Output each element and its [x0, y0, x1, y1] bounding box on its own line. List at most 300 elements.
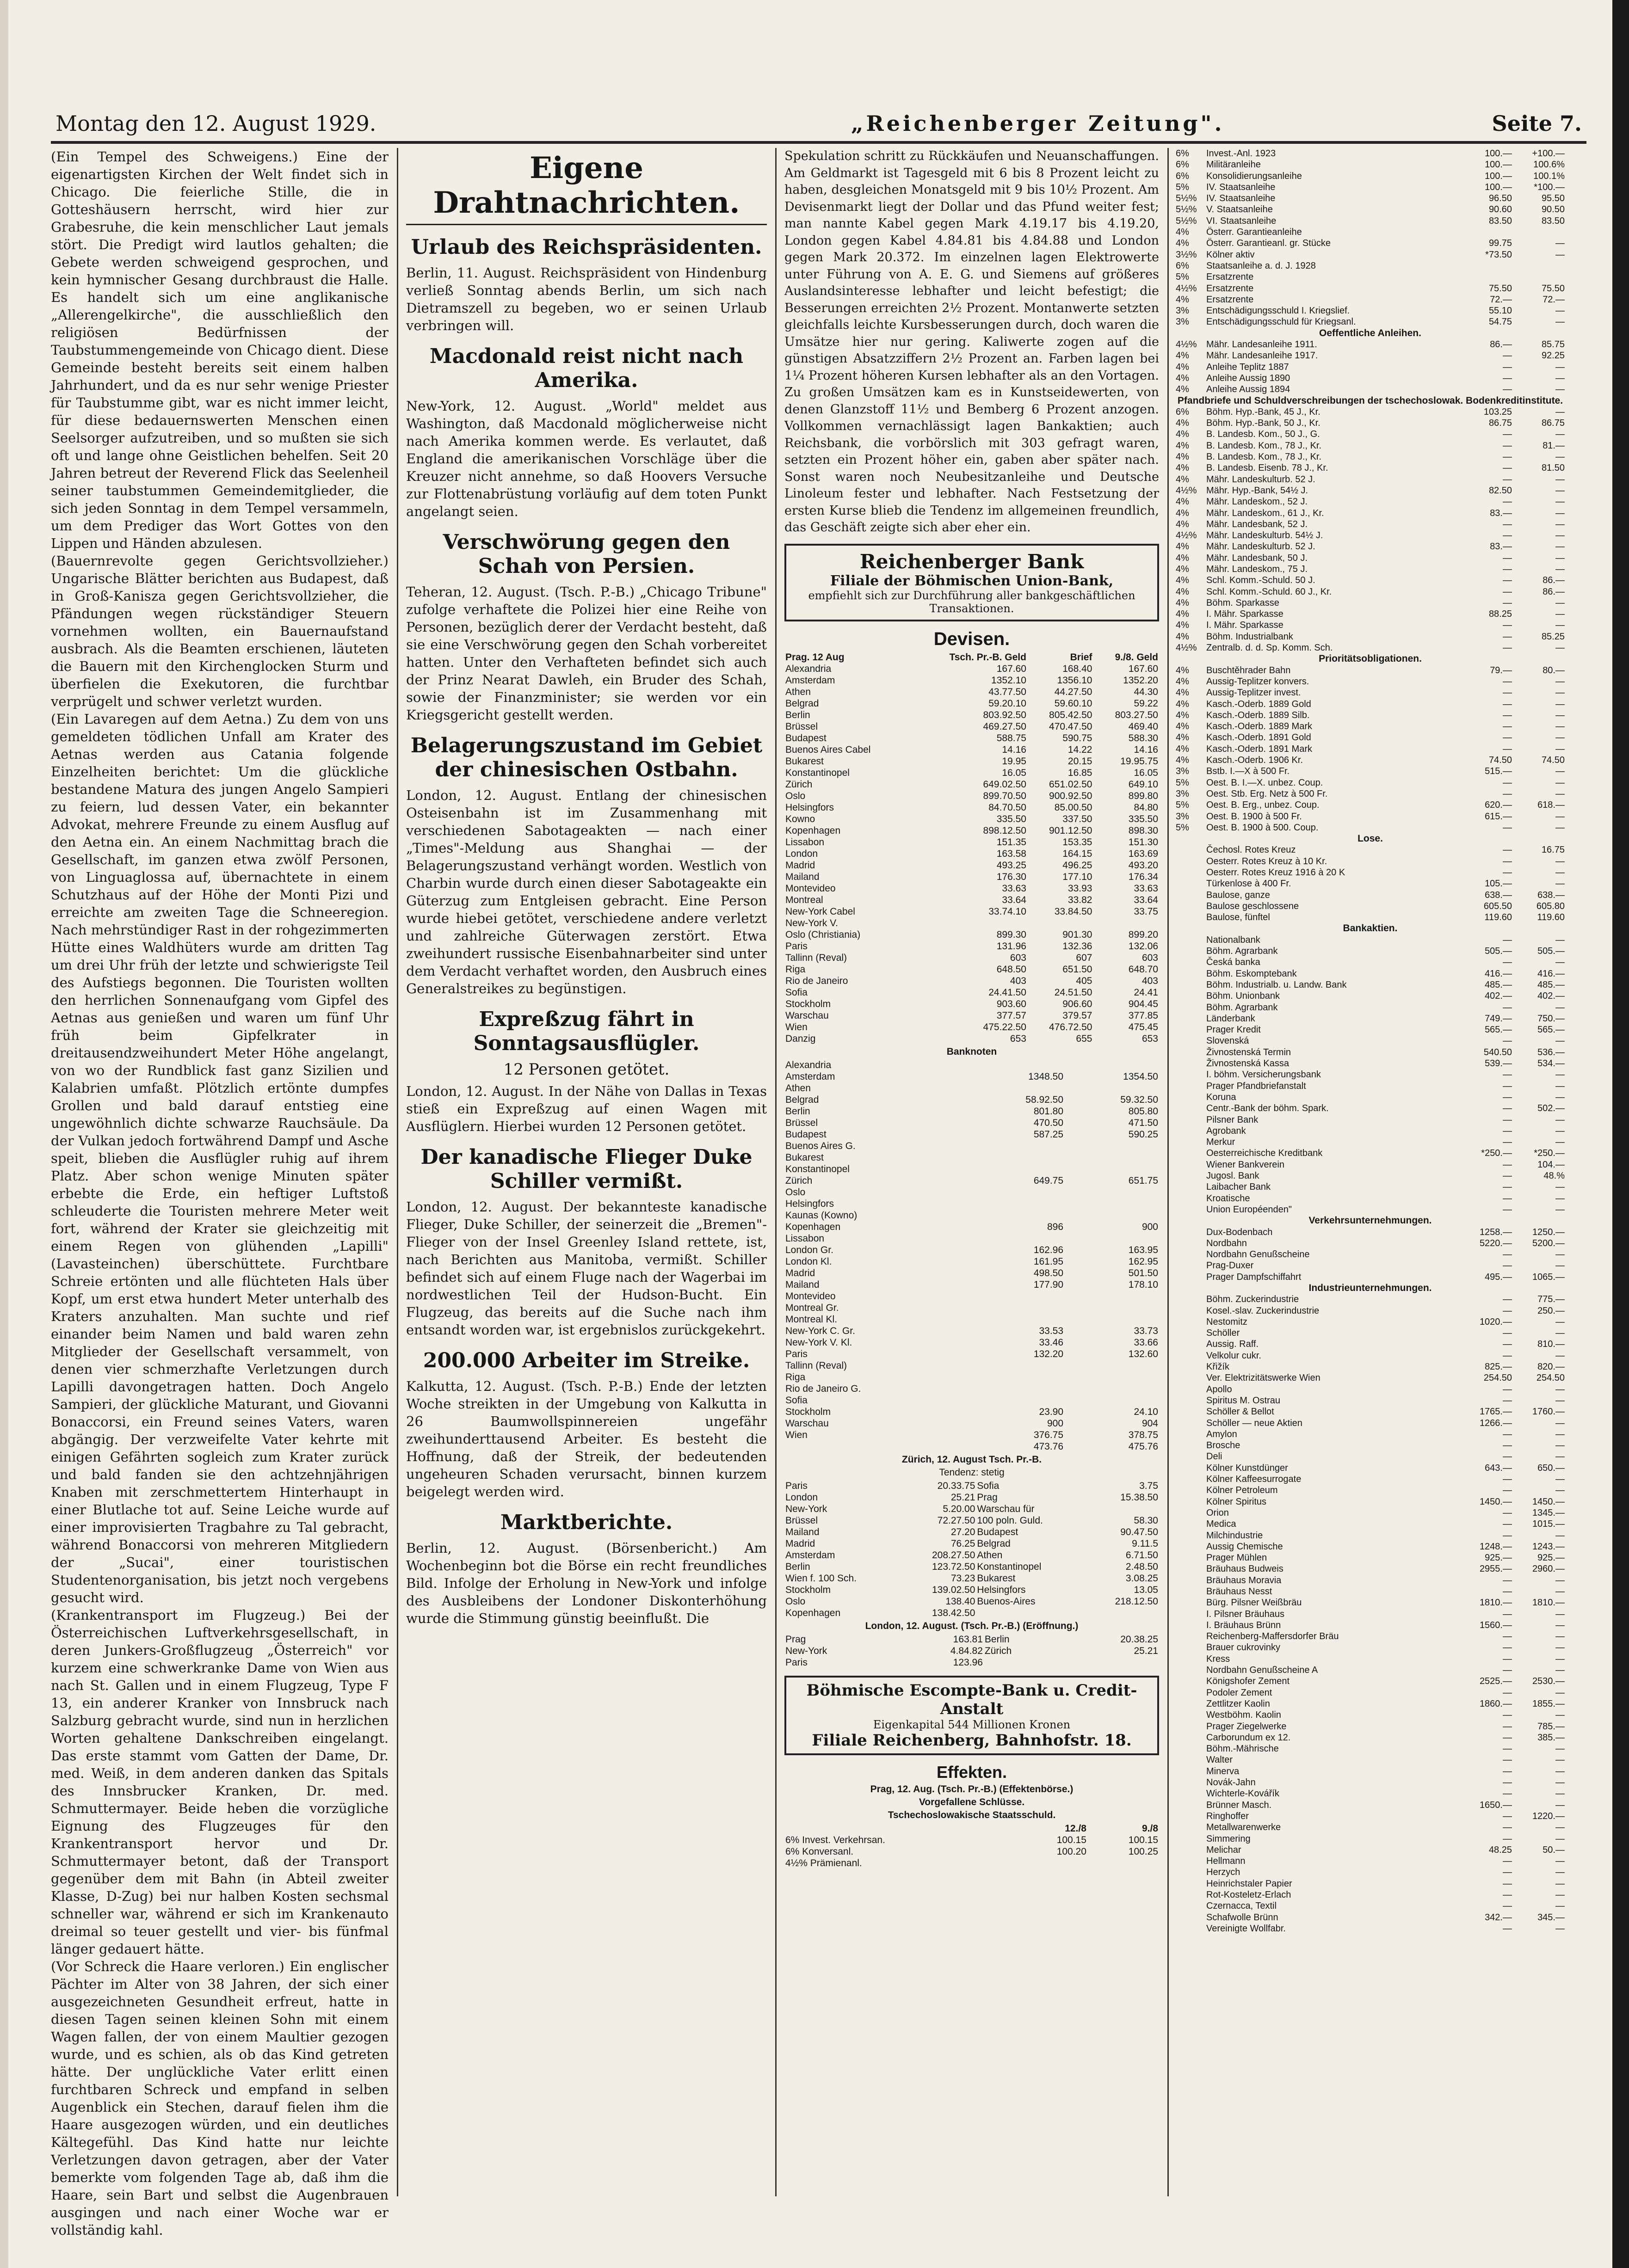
rates-cell: 3%: [1176, 766, 1189, 777]
article-subheading: 12 Personen getötet.: [503, 1060, 670, 1079]
rates-cell: —: [1555, 1890, 1565, 1900]
rates-cell: Prager Ziegelwerke: [1206, 1721, 1287, 1732]
table-cell: 493.20: [1128, 860, 1158, 871]
rates-cell: Mähr. Landesanleihe 1917.: [1206, 350, 1318, 361]
rates-cell: [1175, 1148, 1205, 1159]
rates-cell: —: [1503, 1092, 1512, 1102]
table-cell: Wien f. 100 Sch.: [785, 1573, 857, 1584]
rates-cell: 416.—: [1485, 968, 1512, 979]
table-cell: Oslo: [785, 790, 806, 801]
rates-row: [1175, 822, 1566, 833]
effekten-line-2: Vorgefallene Schlüsse.: [919, 1796, 1025, 1807]
article-heading: Macdonald reist nicht nach Amerika.: [429, 344, 744, 392]
rates-cell: 90.60: [1488, 204, 1512, 215]
rates-cell: [1175, 1507, 1205, 1518]
rates-cell: Kölner Kaffeesurrogate: [1206, 1474, 1302, 1485]
rates-cell: —: [1503, 1350, 1512, 1361]
table-cell: 1348.50: [1028, 1071, 1064, 1082]
table-row: [784, 1538, 1159, 1549]
table-cell: [1086, 1607, 1159, 1619]
rates-row: [1175, 1732, 1566, 1743]
rates-cell: 534.—: [1537, 1058, 1565, 1069]
rates-cell: Kroatische: [1206, 1193, 1250, 1204]
rates-cell: 4%: [1176, 238, 1189, 249]
rates-cell: —: [1503, 822, 1512, 833]
table-cell: 5.20.00: [943, 1503, 975, 1514]
header-newspaper-name: „Reichenberger Zeitung".: [851, 111, 1225, 136]
table-cell: 603: [1010, 952, 1026, 963]
rates-cell: 1345.—: [1532, 1507, 1565, 1518]
rates-cell: 74.50: [1488, 755, 1512, 766]
rates-row: [1175, 362, 1566, 373]
rates-cell: 4%: [1176, 384, 1189, 395]
rates-cell: 5%: [1176, 777, 1189, 788]
table-cell: 898.12.50: [983, 825, 1026, 836]
table-cell: 603: [1142, 952, 1158, 963]
rates-cell: Oesterr. Rotes Kreuz 1916 à 20 K: [1206, 867, 1345, 878]
rates-row: [1175, 1260, 1566, 1271]
rates-cell: 4%: [1176, 732, 1189, 743]
table-cell: Amsterdam: [785, 675, 835, 686]
rates-cell: Österr. Garantieanleihe: [1206, 227, 1302, 238]
rates-row: [1175, 316, 1566, 327]
rates-cell: [1175, 1822, 1205, 1833]
rates-cell: —: [1555, 1249, 1565, 1260]
rates-cell: 5%: [1176, 822, 1189, 833]
rates-cell: [1175, 901, 1205, 912]
table-cell: 3.08.25: [1125, 1573, 1158, 1584]
rates-cell: 74.50: [1541, 755, 1565, 766]
rates-cell: [1175, 1800, 1205, 1811]
rates-cell: [1175, 1103, 1205, 1114]
rates-cell: —: [1503, 777, 1512, 788]
rates-cell: —: [1503, 1766, 1512, 1776]
table-row: [784, 1337, 1159, 1348]
rates-cell: [1175, 867, 1205, 878]
table-cell: 163.69: [1128, 848, 1158, 859]
table-cell: 896: [1047, 1221, 1064, 1232]
rates-cell: Agrobank: [1206, 1125, 1246, 1136]
table-cell: 76.25: [950, 1538, 975, 1549]
rates-cell: Königshofer Zement: [1206, 1676, 1290, 1687]
rates-row: [1175, 148, 1566, 159]
table-cell: [1058, 1657, 1160, 1668]
rates-cell: 4%: [1176, 597, 1189, 608]
rates-cell: —: [1555, 249, 1565, 260]
rates-cell: [1175, 1878, 1205, 1889]
table-row: [784, 1573, 1159, 1584]
rates-cell: [1175, 1721, 1205, 1732]
rates-cell: —: [1555, 1653, 1565, 1664]
table-cell: 805.80: [1128, 1106, 1158, 1117]
article-paragraph: (Ein Lavaregen auf dem Aetna.) Zu dem von uns gemeldeten tödlichen Unfall am Krater des Aetnas werden aus Catania folgende Einzelheiten berichtet: Um die glückliche bestandene Matura des jungen Angelo Sampieri zu feiern, lud dessen Vater, ein bekannter Advokat, mehrere Freunde zu einem Ausflug auf den Aetna ein. An einem Nachmittag brach die Gesellschaft, im ganzen etwa zwölf Personen, von Linguaglossa auf, übernachtete in einem Schutzhaus auf der Höhe der Monti Pizi und erreichte am zweiten Tage die Schneeregion. Nach mehrstündiger Rast in der rohgezimmerten Hütte eines Waldhüters wurde am dritten Tag um drei Uhr früh der letzte und schwierigste Teil des Aufstiegs begonnen. Die Touristen wollten den herrlichen Sonnenaufgang vom Gipfel des Aetnas aus genießen und waren um fünf Uhr früh beim Gipfelkrater in dreitausendzweihundert Meter Höhe angelangt, von wo der Rundblick fast ganz Sizilien und Kalabrien umfaßt. Plötzlich ertönte dumpfes Grollen und bald darauf entstieg eine ungewöhnlich dichte schwarze Rauchsäule. Da der Vulkan jedoch fortwährend Dampf und Asche speit, blieben die Ausflügler ruhig auf ihrem Platz. Aber schon wenige Minuten später erbebte die Erde, ein heftiger Luftstoß schleuderte die Touristen mehrere Meter weit fort, während der Krater sie gleichzeitig mit einem Regen von glühenden „Lapilli" (Lavasteinchen) überschüttete. Furchtbare Schreie ertönten und alle flüchteten Hals über Kopf, um erst etwa hundert Meter unterhalb des Kraters anzuhalten. Man suchte und rief einander beim Namen und bald waren zehn Mitglieder der Gesellschaft versammelt, von denen vier schmerzhafte Verletzungen durch Lapilli davongetragen hatten. Doch Angelo Sampieri, der glückliche Maturant, und Giovanni Bonaccorsi, ein Freund seines Vaters, waren abgängig. Der verzweifelte Vater kehrte mit einigen Gefährten sogleich zum Krater zurück und bald fanden sie den achtzehnjährigen Knaben mit zerschmettertem Hinterhaupt in einer Blutlache tot auf. Seine Leiche wurde auf einer improvisierten Tragbahre zu Tal gebracht, während Bonaccorsi von mehreren Mitgliedern der „Sucai", einer touristischen Studentenorganisation, bis jetzt noch vergebens gesucht wird.: [51, 711, 389, 1605]
table-cell: Bukarest: [785, 1152, 824, 1163]
article-heading: Urlaub des Reichspräsidenten.: [411, 235, 762, 259]
rates-row: [1175, 710, 1566, 721]
table-cell: 653: [1142, 1033, 1158, 1044]
table-cell: Tallinn (Reval): [785, 1360, 847, 1371]
table-cell: 376.75: [1033, 1429, 1064, 1440]
table-cell: 475.22.50: [983, 1021, 1026, 1033]
rates-cell: [1175, 1260, 1205, 1271]
rates-cell: 81.—: [1543, 440, 1565, 451]
rates-cell: 785.—: [1537, 1721, 1565, 1732]
rates-cell: [1175, 912, 1205, 923]
rates-row: [1175, 788, 1566, 799]
rates-cell: [1175, 1620, 1205, 1631]
rates-cell: —: [1555, 699, 1565, 709]
rates-cell: —: [1555, 1687, 1565, 1698]
table-row: [784, 1526, 1159, 1538]
rates-section-caption: [1175, 1283, 1566, 1294]
table-row: [784, 1279, 1159, 1291]
table-row: [784, 1071, 1159, 1082]
rates-cell: 4%: [1176, 227, 1189, 238]
rates-cell: 620.—: [1485, 800, 1512, 811]
rates-cell: 618.—: [1537, 800, 1565, 811]
table-cell: Amsterdam: [785, 1071, 835, 1082]
rates-cell: —: [1503, 1069, 1512, 1080]
table-cell: [1027, 917, 1093, 929]
table-row: [784, 860, 1159, 871]
rates-row: [1175, 1788, 1566, 1799]
rates-cell: 1248.—: [1479, 1541, 1512, 1552]
reichenberger-bank-advert: [784, 544, 1159, 621]
rates-cell: 96.50: [1488, 193, 1512, 204]
rates-cell: —: [1555, 957, 1565, 968]
rates-cell: [1175, 979, 1205, 990]
article-heading: Eigene Drahtnachrichten.: [406, 151, 767, 225]
rates-cell: 4%: [1176, 688, 1189, 698]
article-paragraph: Teheran, 12. August. (Tsch. P.-B.) „Chicago Tribune" zufolge verhaftete die Polizei hier eine Reihe von Personen, bezüglich derer der Verdacht besteht, daß sie eine Verschwörung gegen den Schah vorbereitet hatten. Unter den Verhafteten befindet sich auch der Prinz Nearat Dawleh, ein Bruder des Schah, sowie der Finanzminister; sie werden vor ein Kriegsgericht gestellt werden.: [406, 584, 767, 723]
table-cell: 900: [1142, 1221, 1158, 1232]
table-cell: Alexandria: [785, 1059, 832, 1070]
rates-cell: —: [1555, 1710, 1565, 1721]
rates-cell: Oest. B. 1900 à 500. Coup.: [1206, 822, 1319, 833]
rates-cell: Ersatzrente: [1206, 283, 1254, 294]
table-cell: Konstantinopel: [977, 1561, 1042, 1572]
table-cell: 25.21: [950, 1492, 975, 1503]
table-cell: 1356.10: [1057, 675, 1092, 686]
rates-cell: —: [1503, 1171, 1512, 1181]
rates-cell: —: [1555, 1440, 1565, 1451]
rates-cell: —: [1555, 1474, 1565, 1485]
rates-row: [1175, 1114, 1566, 1125]
rates-cell: —: [1503, 1395, 1512, 1406]
rates-row: [1175, 1923, 1566, 1934]
table-cell: Alexandria: [785, 663, 832, 674]
rates-cell: Aussig Chemische: [1206, 1541, 1283, 1552]
rates-cell: 4½%: [1176, 643, 1197, 653]
rates-cell: —: [1555, 1856, 1565, 1867]
rates-cell: —: [1503, 1485, 1512, 1496]
table-cell: [1064, 1140, 1159, 1152]
rates-cell: —: [1555, 732, 1565, 743]
rates-row: [1175, 1181, 1566, 1192]
table-header-cell: 9./8: [1142, 1823, 1158, 1834]
table-row: [784, 1383, 1159, 1395]
rates-cell: [1175, 1709, 1205, 1721]
table-cell: 33.64: [1134, 894, 1158, 905]
rates-cell: [1175, 1305, 1205, 1316]
rates-cell: 4%: [1176, 710, 1189, 720]
column-1-news: [51, 148, 389, 2238]
rates-cell: —: [1555, 485, 1565, 496]
table-row: [784, 952, 1159, 964]
rates-cell: Anleihe Teplitz 1887: [1206, 362, 1289, 372]
rates-cell: [1460, 260, 1513, 271]
rates-cell: —: [1503, 1867, 1512, 1878]
rates-cell: 1855.—: [1532, 1698, 1565, 1709]
rates-cell: 2955.—: [1479, 1564, 1512, 1574]
rates-row: [1175, 1249, 1566, 1260]
rates-cell: 254.50: [1483, 1373, 1512, 1383]
table-row: [784, 1198, 1159, 1210]
rates-cell: 1450.—: [1532, 1496, 1565, 1507]
rates-cell: —: [1555, 1395, 1565, 1406]
rates-cell: 342.—: [1485, 1912, 1512, 1923]
rates-row: [1175, 844, 1566, 855]
rates-row: [1175, 1541, 1566, 1552]
article-heading: Belagerungszustand im Gebiet der chinesischen Ostbahn.: [410, 734, 763, 781]
article-paragraph: London, 12. August. In der Nähe von Dallas in Texas stieß ein Expreßzug auf einen Wagen mit Ausflüglern. Hierbei wurden 12 Personen getötet.: [406, 1083, 767, 1134]
banknoten-heading: Banknoten: [946, 1046, 997, 1057]
rates-row: [1175, 721, 1566, 732]
table-cell: 167.60: [1128, 663, 1158, 674]
rates-cell: —: [1503, 845, 1512, 855]
rates-cell: 505.—: [1537, 946, 1565, 957]
rates-cell: 50.—: [1543, 1844, 1565, 1855]
rates-row: [1175, 1530, 1566, 1541]
rates-cell: —: [1503, 350, 1512, 361]
rates-row: [1175, 990, 1566, 1002]
table-row: [784, 709, 1159, 721]
rates-cell: [1175, 1181, 1205, 1192]
rates-cell: —: [1503, 867, 1512, 878]
rates-cell: Aussig. Raff.: [1206, 1339, 1259, 1350]
rates-row: [1175, 1518, 1566, 1530]
table-cell: [969, 1233, 1064, 1244]
article-heading: Expreßzug fährt in Sonntagsausflügler.: [473, 1008, 700, 1055]
rates-cell: [1175, 1227, 1205, 1238]
table-row: [784, 813, 1159, 825]
rates-row: [1175, 1811, 1566, 1822]
rates-row: [1175, 1709, 1566, 1721]
rates-cell: 6%: [1176, 406, 1189, 417]
market-report-continued: Spekulation schritt zu Rückkäufen und Neuanschaffungen. Am Geldmarkt ist Tagesgeld mit 6 bis 8 Prozent leicht zu haben, desgleichen Monatsgeld mit 9 bis 10½ Prozent. Am Devisenmarkt liegt der Dollar und das Pfund weiter fest; man nannte Kabel gegen Mark 4.19.17 bis 4.19.20, London gegen Kabel 4.84.81 bis 4.84.88 und London gegen Mark 20.372. Im einzelnen lagen Elektrowerte unter Führung von A. E. G. und Siemens auf größeres Auslandsinteresse lebhafter und leicht befestigt; die Besserungen erreichten 2½ Prozent. Montanwerte setzten gleichfalls leichte Kursbesserungen durch, doch waren die Umsätze hier nur gering. Kaliwerte zogen auf die günstigen Absatzziffern 2½ Prozent an. Farben lagen bei 1¼ Prozent höheren Kursen lebhafter als an den Vortagen. Zu großen Umsätzen kam es in Kunstseidewerten, von denen Glanzstoff 11½ und Bemberg 6 Prozent anzogen. Vollkommen vernachlässigt lagen Bankaktien; auch Reichsbank, die vorbörslich mit 303 gefragt waren, setzten ein Prozent höher ein, gaben aber später nach. Sonst waren noch Neubesitzanleihe und Deutsche Linoleum fester und lebhafter. Nach Festsetzung der ersten Kurse blieb die Tendenz im allgemeinen freundlich, das Geschäft zeigte sich aber eher ein.: [784, 149, 1159, 535]
rates-cell: 4%: [1176, 553, 1189, 563]
table-cell: New-York Cabel: [785, 906, 855, 917]
rates-cell: Anleihe Aussig 1890: [1206, 373, 1290, 383]
rates-cell: —: [1503, 1833, 1512, 1844]
rates-row: [1175, 1103, 1566, 1114]
rates-cell: Schl. Komm.-Schuld. 60 J., Kr.: [1206, 586, 1332, 597]
table-cell: 85.00.50: [1054, 802, 1092, 813]
effekten-heading: Effekten.: [936, 1762, 1007, 1782]
rates-cell: [1460, 271, 1513, 283]
rates-cell: Medica: [1206, 1519, 1236, 1530]
rates-cell: Rot-Kosteletz-Erlach: [1206, 1890, 1291, 1900]
rates-cell: Böhm. Sparkasse: [1206, 597, 1279, 608]
rates-cell: —: [1503, 1002, 1512, 1013]
table-row: [784, 698, 1159, 709]
table-header-row: [784, 1823, 1159, 1834]
zurich-tendency: Tendenz: stetig: [939, 1467, 1005, 1478]
table-cell: 177.90: [1033, 1279, 1064, 1290]
table-row: [784, 964, 1159, 975]
rates-cell: —: [1503, 676, 1512, 687]
table-row: [784, 1657, 1159, 1668]
rates-cell: 485.—: [1485, 979, 1512, 990]
rates-cell: Oesterr. Rotes Kreuz à 10 Kr.: [1206, 856, 1327, 867]
rates-cell: 1650.—: [1479, 1800, 1512, 1810]
table-cell: Budapest: [785, 1129, 827, 1140]
rates-cell: —: [1503, 620, 1512, 631]
table-cell: 587.25: [1033, 1129, 1064, 1140]
table-row: [784, 1094, 1159, 1106]
article-heading: Verschwörung gegen den Schah von Persien.: [443, 530, 730, 578]
rates-cell: Křižík: [1206, 1362, 1229, 1372]
rates-row: [1175, 1754, 1566, 1765]
column-divider: [397, 148, 398, 2196]
table-cell: 470.50: [1033, 1117, 1064, 1128]
table-cell: 100.20: [1056, 1846, 1086, 1857]
table-cell: 16.85: [1067, 767, 1092, 778]
rates-row: [1175, 1125, 1566, 1137]
rates-cell: [1175, 1035, 1205, 1046]
rates-cell: [1175, 1406, 1205, 1417]
rates-cell: 750.—: [1537, 1013, 1565, 1024]
rates-cell: —: [1503, 1901, 1512, 1912]
table-cell: 6.71.50: [1125, 1549, 1158, 1561]
table-cell: 33.75: [1134, 906, 1158, 917]
rates-cell: 48.25: [1488, 1844, 1512, 1855]
rates-cell: —: [1555, 306, 1565, 316]
table-cell: Rio de Janeiro G.: [785, 1383, 861, 1394]
rates-row: [1175, 586, 1566, 597]
rates-cell: 100.—: [1485, 160, 1512, 170]
rates-cell: [1175, 1013, 1205, 1024]
rates-cell: 5½%: [1176, 204, 1197, 215]
rates-cell: —: [1503, 1878, 1512, 1889]
rates-cell: [1175, 1609, 1205, 1620]
rates-cell: [1460, 227, 1513, 238]
rates-cell: —: [1555, 1530, 1565, 1541]
table-cell: Kopenhagen: [785, 1607, 841, 1618]
rates-cell: Kölner aktiv: [1206, 249, 1255, 260]
rates-row: [1175, 1800, 1566, 1811]
rates-cell: 4%: [1176, 699, 1189, 709]
rates-cell: V. Staatsanleihe: [1206, 204, 1273, 215]
rates-row: [1175, 597, 1566, 608]
rates-cell: 54.75: [1488, 317, 1512, 327]
table-cell: 469.40: [1128, 721, 1158, 732]
table-row: [784, 1634, 1159, 1645]
table-cell: [1016, 1857, 1087, 1869]
rates-section-caption: [1175, 833, 1566, 844]
rates-cell: —: [1503, 1789, 1512, 1799]
rates-cell: [1175, 1563, 1205, 1574]
rates-row: [1175, 744, 1566, 755]
table-header-cell: [784, 1823, 1016, 1834]
table-cell: London: [785, 848, 818, 859]
rates-cell: —: [1555, 1867, 1565, 1878]
rates-cell: 105.—: [1485, 879, 1512, 889]
rates-cell: [1175, 1463, 1205, 1474]
rates-cell: 1760.—: [1532, 1407, 1565, 1417]
table-cell: 132.06: [1128, 940, 1158, 952]
table-cell: 648.70: [1128, 964, 1158, 975]
table-row: [784, 1256, 1159, 1267]
table-cell: 72.27.50: [937, 1515, 975, 1526]
rates-cell: —: [1555, 564, 1565, 574]
rates-cell: [1175, 1889, 1205, 1900]
table-cell: Rio de Janeiro: [785, 975, 848, 986]
table-cell: 4.84.82: [950, 1645, 983, 1656]
rates-row: [1175, 238, 1566, 249]
rates-row: [1175, 1563, 1566, 1574]
rates-cell: —: [1555, 1744, 1565, 1754]
rates-cell: —: [1555, 609, 1565, 620]
rates-cell: 100.6%: [1533, 160, 1565, 170]
rates-cell: [1175, 1518, 1205, 1530]
rates-cell: 86.—: [1543, 575, 1565, 586]
rates-cell: 4½%: [1176, 339, 1197, 350]
rates-cell: —: [1503, 643, 1512, 653]
rates-cell: 88.25: [1488, 609, 1512, 620]
rates-cell: 4%: [1176, 676, 1189, 687]
column-4-securities: [1175, 148, 1566, 2196]
table-cell: 33.63: [1002, 883, 1026, 894]
table-cell: 33.84.50: [1054, 906, 1092, 917]
rates-cell: —: [1555, 1137, 1565, 1148]
rates-cell: 638.—: [1537, 890, 1565, 900]
table-cell: Buenos Aires Cabel: [785, 744, 871, 755]
table-cell: New-York: [785, 1645, 827, 1656]
table-cell: Prag: [785, 1634, 806, 1645]
rates-cell: 4%: [1176, 620, 1189, 631]
table-row: [784, 940, 1159, 952]
rates-cell: Böhm. Hyp.-Bank, 45 J., Kr.: [1206, 406, 1320, 417]
article-paragraph: New-York, 12. August. „World" meldet aus Washington, daß Macdonald möglicherweise nicht nach Amerika kommen werde. Es verlautet, daß England die amerikanischen Vorschläge über die Kreuzer nicht annehme, so daß Hoovers Versuche zur Flottenabrüstung vorläufig auf dem toten Punkt angelangt seien.: [406, 398, 767, 519]
rates-cell: Baulose, fünftel: [1206, 912, 1270, 923]
rates-cell: Aussig-Teplitzer invest.: [1206, 688, 1301, 698]
rates-cell: 825.—: [1485, 1362, 1512, 1372]
table-cell: 649.02.50: [983, 779, 1026, 790]
rates-cell: 4%: [1176, 755, 1189, 766]
rates-row: [1175, 1889, 1566, 1900]
rates-cell: [1175, 844, 1205, 855]
rates-cell: *73.50: [1485, 249, 1512, 260]
table-cell: Athen: [977, 1549, 1003, 1561]
rates-cell: 5½%: [1176, 193, 1197, 204]
rates-row: [1175, 1406, 1566, 1417]
rates-cell: *250.—: [1534, 1148, 1565, 1159]
rates-cell: —: [1555, 867, 1565, 878]
table-cell: [969, 1186, 1064, 1198]
rates-cell: Herzych: [1206, 1867, 1240, 1878]
rates-cell: Heinrichstaler Papier: [1206, 1878, 1292, 1889]
table-row: [784, 1152, 1159, 1163]
table-cell: Tallinn (Reval): [785, 952, 847, 963]
table-cell: Belgrad: [785, 698, 819, 709]
table-cell: Riga: [785, 964, 806, 975]
rates-row: [1175, 1833, 1566, 1844]
escompte-title: Böhmische Escompte-Bank u. Credit-Anstalt: [806, 1681, 1137, 1718]
rates-row: [1175, 1024, 1566, 1035]
table-cell: 16.05: [1002, 767, 1026, 778]
rates-cell: —: [1503, 1890, 1512, 1900]
